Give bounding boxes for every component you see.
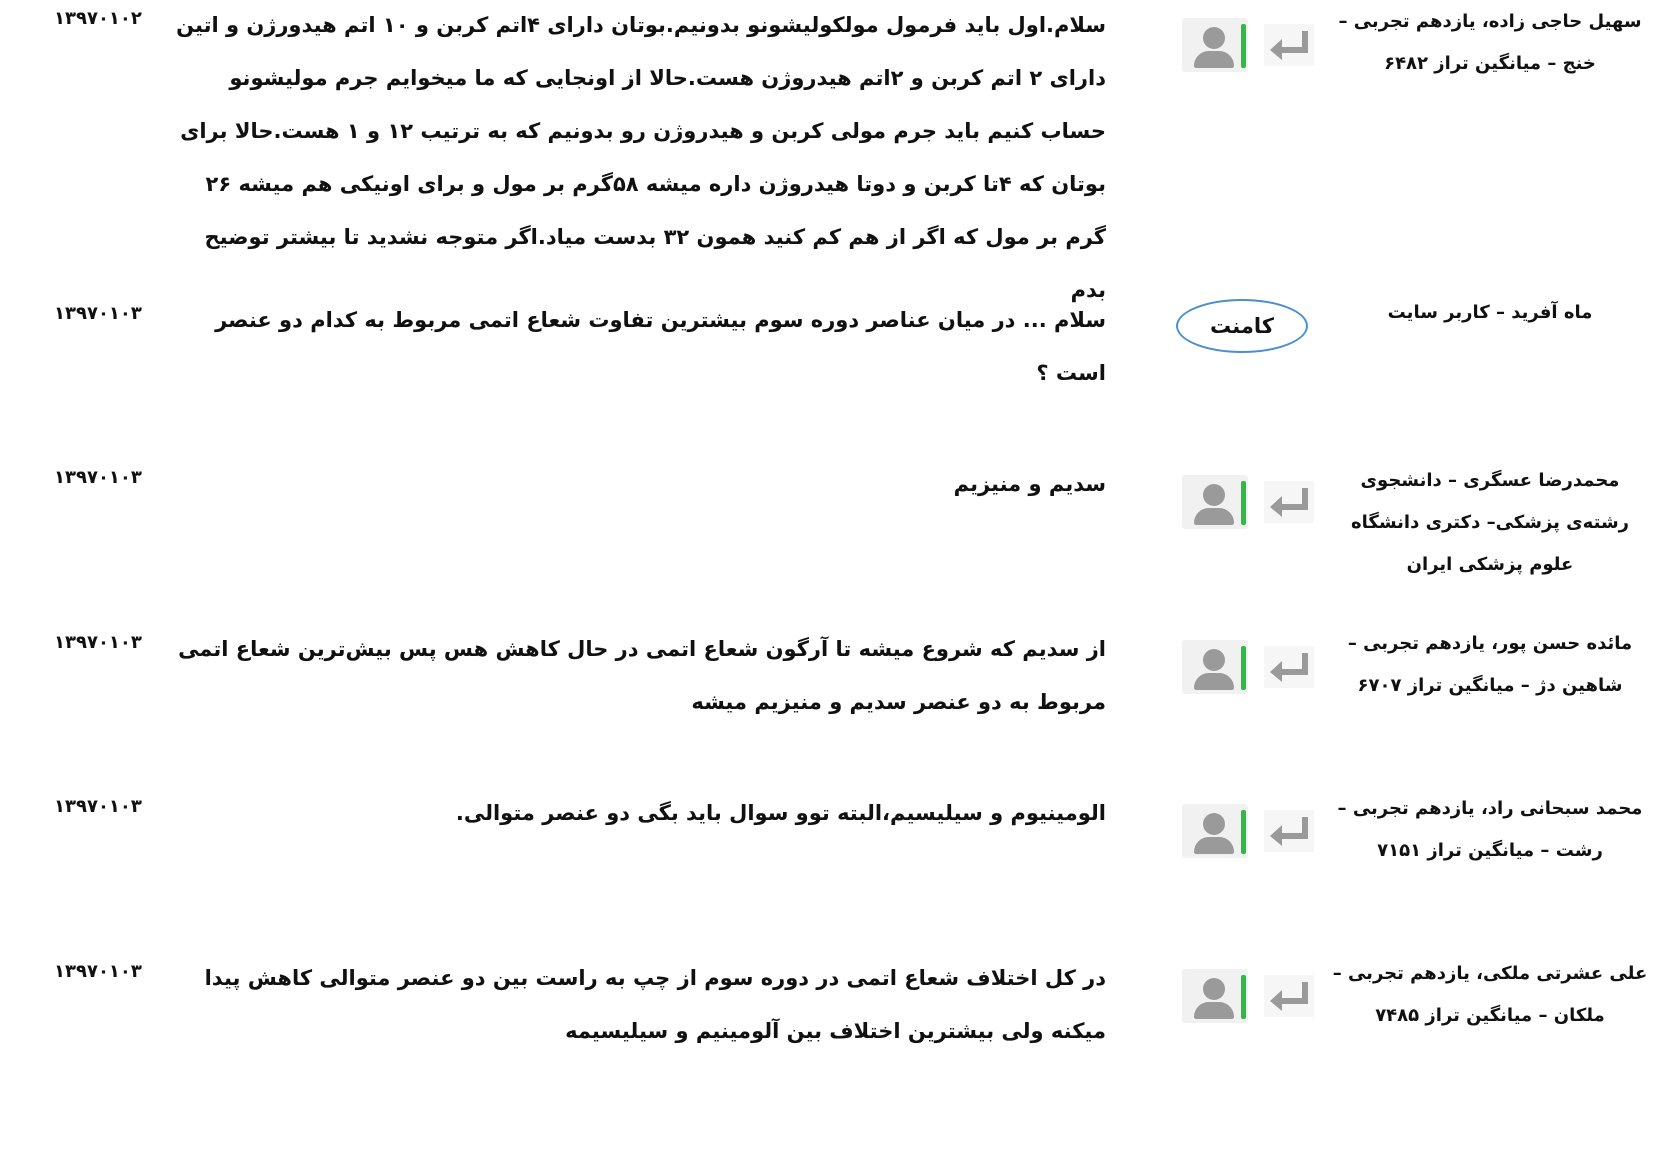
- comment-badge[interactable]: کامنت: [1176, 299, 1308, 353]
- comment-date: ۱۳۹۷۰۱۰۳: [54, 303, 142, 324]
- default-user-avatar-icon: [1182, 969, 1248, 1023]
- comment-text: از سدیم که شروع میشه تا آرگون شعاع اتمی در حال کاهش هس پس بیش‌ترین شعاع اتمی مربوط به دو عنصر سدیم و منیزیم میشه: [178, 637, 1106, 714]
- reply-arrow-icon[interactable]: [1264, 24, 1314, 66]
- reply-arrow-icon[interactable]: [1264, 481, 1314, 523]
- comment-author: محمدرضا عسگری – دانشجوی رشته‌ی پزشکی– دکتری دانشگاه علوم پزشکی ایران: [1350, 470, 1630, 575]
- comment-date: ۱۳۹۷۰۱۰۳: [54, 467, 142, 488]
- comment-text: سدیم و منیزیم: [953, 472, 1106, 496]
- comment-text: سلام ... در میان عناصر دوره سوم بیشترین تفاوت شعاع اتمی مربوط به کدام دو عنصر است ؟: [215, 308, 1106, 385]
- comment-author: محمد سبحانی راد، یازدهم تجربی – رشت – میانگین تراز ۷۱۵۱: [1337, 798, 1643, 861]
- comment-date: ۱۳۹۷۰۱۰۳: [54, 632, 142, 653]
- reply-arrow-icon[interactable]: [1264, 810, 1314, 852]
- reply-arrow-icon[interactable]: [1264, 975, 1314, 1017]
- comment-date: ۱۳۹۷۰۱۰۳: [54, 961, 142, 982]
- comment-date: ۱۳۹۷۰۱۰۳: [54, 796, 142, 817]
- reply-arrow-icon[interactable]: [1264, 646, 1314, 688]
- comment-text: سلام.اول باید فرمول مولکولیشونو بدونیم.بوتان دارای ۴اتم کربن و ۱۰ اتم هیدورژن و اتین دارای ۲ اتم کربن و ۲اتم هیدروژن هست.حالا از اونجایی که ما میخوایم جرم مولیشونو حساب کنیم باید جرم مولی کربن و هیدروژن رو بدونیم که به ترتیب ۱۲ و ۱ هست.حالا برای بوتان که ۴تا کربن و دوتا هیدروژن داره میشه ۵۸گرم بر مول و برای اونیکی هم میشه ۲۶ گرم بر مول که اگر از هم کم کنید همون ۳۲ بدست میاد.اگر متوجه نشدید تا بیشتر توضیح بدم: [176, 13, 1106, 302]
- comment-author: علی عشرتی ملکی، یازدهم تجربی – ملکان – میانگین تراز ۷۴۸۵: [1332, 963, 1648, 1026]
- comment-author: سهیل حاجی زاده، یازدهم تجربی – خنج – میانگین تراز ۶۴۸۲: [1338, 11, 1642, 74]
- comment-text: الومینیوم و سیلیسیم،البته توو سوال باید بگی دو عنصر متوالی.: [455, 801, 1106, 825]
- default-user-avatar-icon: [1182, 18, 1248, 72]
- default-user-avatar-icon: [1182, 640, 1248, 694]
- comment-date: ۱۳۹۷۰۱۰۲: [54, 8, 142, 29]
- comment-text: در کل اختلاف شعاع اتمی در دوره سوم از چپ به راست بین دو عنصر متوالی کاهش پیدا میکنه ولی بیشترین اختلاف بین آلومینیم و سیلیسیمه: [204, 966, 1106, 1043]
- comment-author: ماه آفرید – کاربر سایت: [1387, 302, 1593, 323]
- comment-author: مائده حسن پور، یازدهم تجربی – شاهین دژ – میانگین تراز ۶۷۰۷: [1347, 633, 1633, 696]
- default-user-avatar-icon: [1182, 804, 1248, 858]
- default-user-avatar-icon: [1182, 475, 1248, 529]
